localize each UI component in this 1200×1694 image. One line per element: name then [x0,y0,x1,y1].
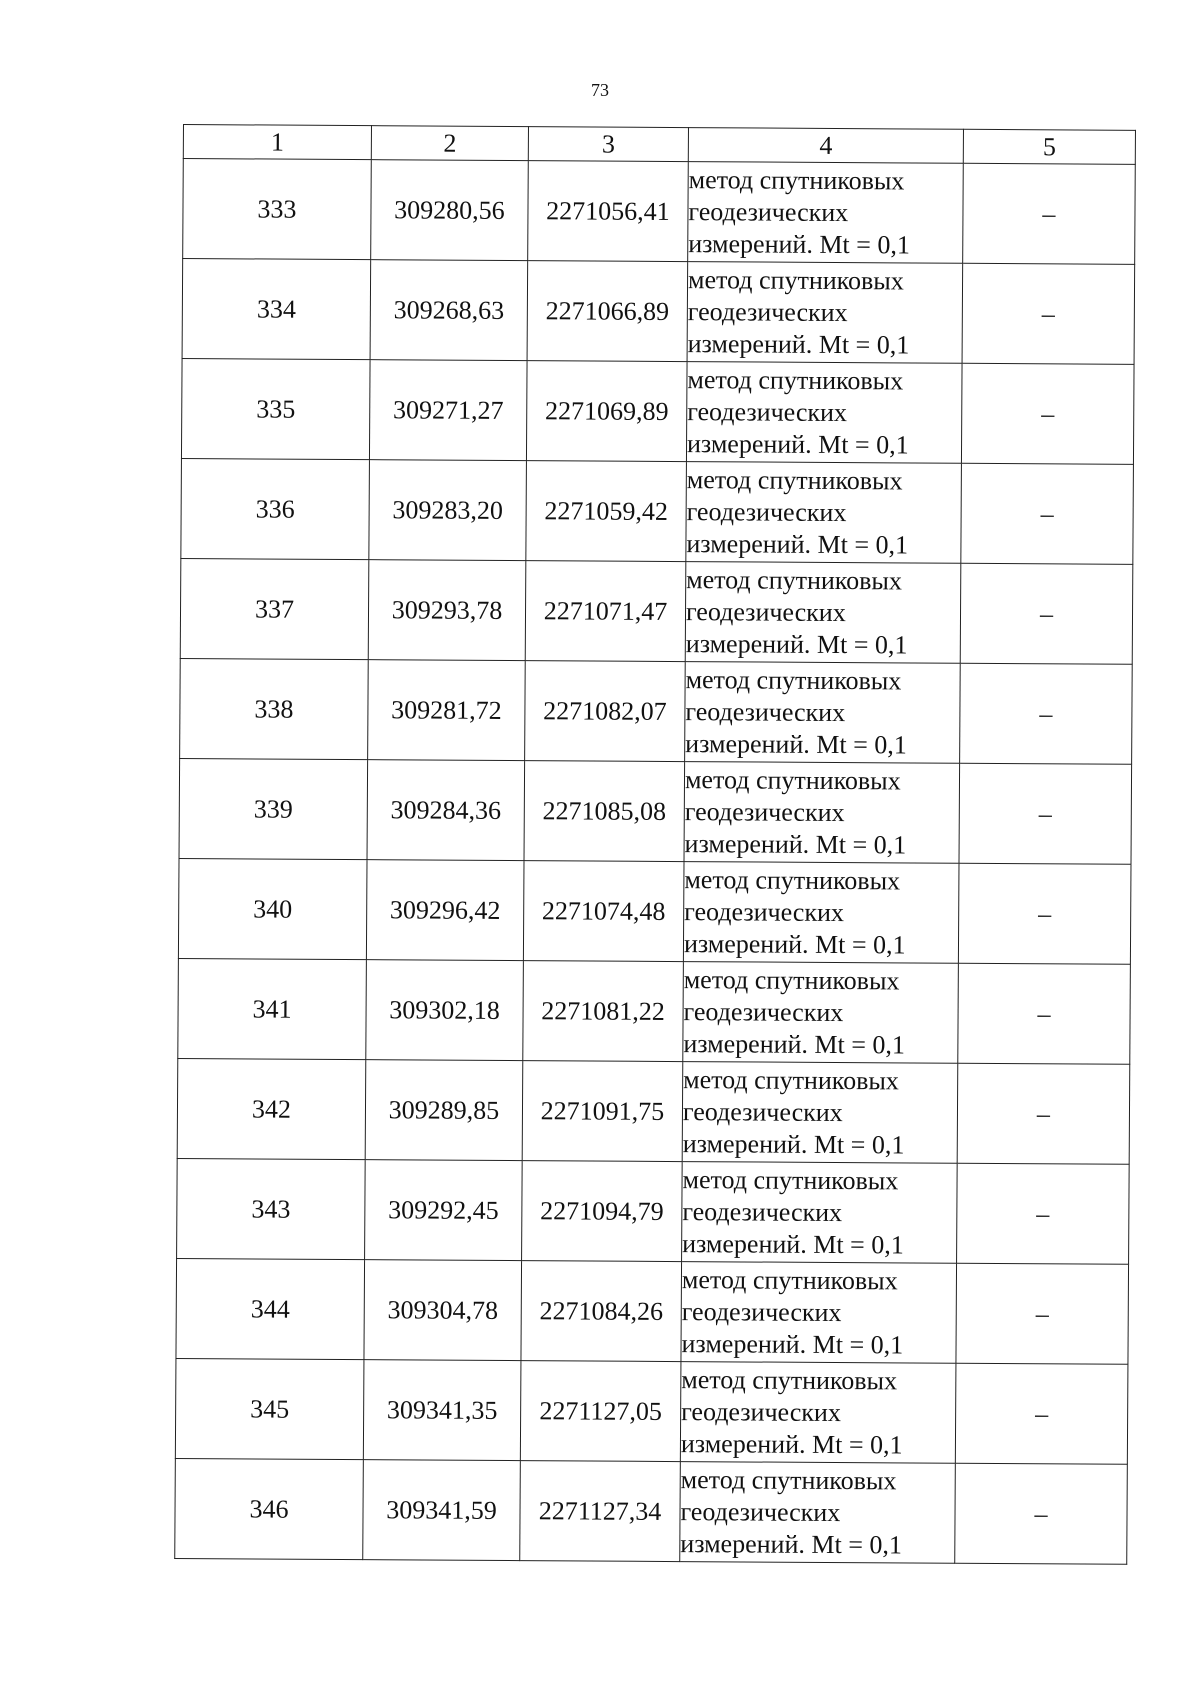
table-row [176,1258,1129,1364]
x-coordinate-cell: 309283,20 [369,460,527,561]
table-row [181,458,1134,564]
method-line: измерений. Mt = 0,1 [683,1028,906,1059]
method-line: метод спутниковых [686,564,903,595]
y-coordinate-cell: 2271059,42 [526,461,687,562]
note-cell: – [961,363,1134,464]
point-number-cell: 342 [177,1058,366,1159]
point-number-cell: 338 [180,658,369,759]
y-coordinate-cell: 2271127,34 [520,1461,681,1562]
table-row [183,159,1136,265]
header-col-5: 5 [963,129,1135,164]
note-cell: – [960,563,1133,664]
method-cell [683,962,959,1064]
table-row [177,1158,1130,1264]
method-cell [687,262,963,364]
x-coordinate-cell: 309268,63 [370,260,528,361]
table-row [178,858,1131,964]
x-coordinate-cell: 309341,35 [363,1360,521,1461]
method-line: измерений. Mt = 0,1 [680,1428,903,1459]
note-cell: – [962,263,1135,364]
note-cell: – [956,1263,1129,1364]
method-line: геодезических [683,996,844,1027]
y-coordinate-cell: 2271082,07 [525,661,686,762]
method-cell [685,662,961,764]
x-coordinate-cell: 309281,72 [368,660,526,761]
point-number-cell: 334 [182,259,371,360]
method-cell [682,1062,958,1164]
y-coordinate-cell: 2271071,47 [525,561,686,662]
y-coordinate-cell: 2271069,89 [526,361,687,462]
method-line: метод спутниковых [687,364,904,395]
note-cell: – [957,1163,1130,1264]
header-col-3: 3 [528,127,688,162]
coordinates-table [174,124,1136,1565]
y-coordinate-cell: 2271081,22 [523,961,684,1062]
x-coordinate-cell: 309296,42 [366,860,524,961]
y-coordinate-cell: 2271094,79 [522,1161,683,1262]
method-line: метод спутниковых [681,1264,898,1295]
point-number-cell: 340 [178,858,367,959]
table-body [175,159,1136,1565]
method-line: метод спутниковых [686,464,903,495]
method-line: геодезических [682,1196,843,1227]
table-row [180,658,1133,764]
note-cell: – [959,763,1132,864]
note-cell: – [958,963,1131,1064]
method-cell [685,562,961,664]
method-line: метод спутниковых [681,1364,898,1395]
table-row [182,259,1135,365]
method-cell [680,1362,956,1464]
method-cell [683,862,959,964]
method-line: геодезических [684,896,845,927]
method-line: метод спутниковых [682,1164,899,1195]
method-line: измерений. Mt = 0,1 [686,428,909,459]
method-line: метод спутниковых [680,1464,897,1495]
method-line: геодезических [681,1296,842,1327]
method-line: метод спутниковых [684,764,901,795]
method-line: измерений. Mt = 0,1 [684,828,907,859]
method-line: метод спутниковых [683,964,900,995]
point-number-cell: 337 [180,558,369,659]
method-cell [686,362,962,464]
header-col-4: 4 [688,128,963,164]
x-coordinate-cell: 309302,18 [366,960,524,1061]
point-number-cell: 336 [181,458,370,559]
method-line: геодезических [687,396,848,427]
method-line: геодезических [686,496,847,527]
method-line: измерений. Mt = 0,1 [685,628,908,659]
table-row [181,358,1134,464]
method-line: измерений. Mt = 0,1 [685,728,907,759]
method-line: геодезических [685,696,846,727]
x-coordinate-cell: 309271,27 [369,360,527,461]
note-cell: – [958,863,1131,964]
point-number-cell: 341 [178,958,367,1059]
table-row [178,958,1131,1064]
table-row [175,1358,1128,1464]
x-coordinate-cell: 309304,78 [364,1260,522,1361]
table-row [177,1058,1130,1164]
header-row [183,125,1135,165]
table-row [179,758,1132,864]
method-line: геодезических [685,596,846,627]
method-cell [688,162,964,264]
x-coordinate-cell: 309289,85 [365,1060,523,1161]
note-cell: – [963,163,1136,264]
note-cell: – [955,1463,1128,1564]
y-coordinate-cell: 2271074,48 [523,861,684,962]
point-number-cell: 344 [176,1258,365,1359]
note-cell: – [961,463,1134,564]
y-coordinate-cell: 2271084,26 [521,1261,682,1362]
method-line: геодезических [681,1396,841,1427]
y-coordinate-cell: 2271066,89 [527,261,688,362]
header-col-2: 2 [371,126,528,161]
point-number-cell: 346 [175,1458,364,1559]
method-line: геодезических [682,1096,843,1127]
page-number: 73 [591,80,609,100]
table-header [183,125,1135,165]
table-row [175,1458,1128,1564]
x-coordinate-cell: 309284,36 [367,760,525,861]
method-line: метод спутниковых [683,1064,899,1095]
method-line: измерений. Mt = 0,1 [687,328,910,359]
point-number-cell: 335 [181,358,370,459]
note-cell: – [960,663,1133,764]
method-line: геодезических [687,296,848,327]
note-cell: – [955,1363,1128,1464]
method-line: метод спутниковых [684,864,901,895]
method-line: измерений. Mt = 0,1 [688,228,910,259]
method-line: метод спутниковых [688,164,905,195]
note-cell: – [957,1063,1130,1164]
y-coordinate-cell: 2271085,08 [524,761,685,862]
method-line: измерений. Mt = 0,1 [681,1328,904,1359]
method-line: геодезических [688,196,849,227]
y-coordinate-cell: 2271091,75 [522,1061,683,1162]
method-line: геодезических [684,796,845,827]
method-cell [681,1262,957,1364]
table-row [180,558,1133,664]
x-coordinate-cell: 309280,56 [371,160,529,261]
method-line: измерений. Mt = 0,1 [682,1128,905,1159]
method-line: измерений. Mt = 0,1 [682,1228,904,1259]
method-line: измерений. Mt = 0,1 [683,928,906,959]
point-number-cell: 343 [177,1158,366,1259]
method-cell [686,462,962,564]
point-number-cell: 333 [183,159,372,260]
y-coordinate-cell: 2271056,41 [528,161,689,262]
method-cell [680,1462,956,1564]
method-line: геодезических [680,1496,841,1527]
method-cell [682,1162,958,1264]
y-coordinate-cell: 2271127,05 [520,1361,681,1462]
point-number-cell: 345 [175,1358,364,1459]
method-line: измерений. Mt = 0,1 [686,528,909,559]
x-coordinate-cell: 309341,59 [363,1460,521,1561]
method-line: метод спутниковых [687,264,904,295]
method-cell [684,762,960,864]
method-line: измерений. Mt = 0,1 [680,1528,903,1559]
x-coordinate-cell: 309292,45 [365,1160,523,1261]
header-col-1: 1 [183,125,371,160]
point-number-cell: 339 [179,758,368,859]
method-line: метод спутниковых [685,664,902,695]
x-coordinate-cell: 309293,78 [368,560,526,661]
